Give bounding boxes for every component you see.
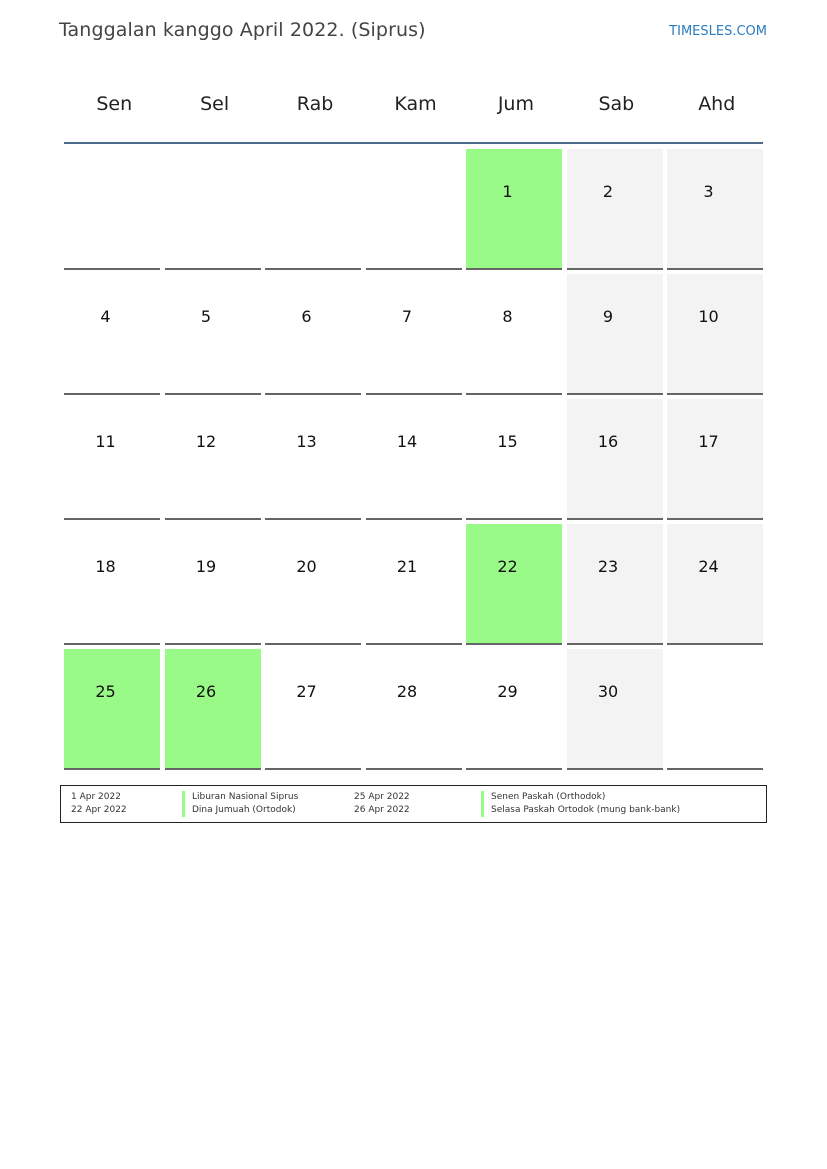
calendar-day-cell	[466, 399, 562, 520]
calendar-day-cell	[667, 399, 763, 520]
calendar-day-cell	[64, 399, 160, 520]
day-number: 2	[602, 182, 614, 201]
weekday-header: Jum	[497, 93, 534, 115]
calendar-empty-cell	[64, 149, 160, 270]
calendar-day-cell	[366, 274, 462, 395]
day-number: 26	[195, 682, 217, 701]
day-number: 13	[296, 432, 317, 451]
calendar-day-cell	[366, 524, 462, 645]
day-number: 27	[296, 682, 317, 701]
calendar-grid	[64, 149, 763, 774]
day-number: 15	[497, 432, 518, 451]
day-number: 30	[597, 682, 619, 701]
calendar-day-cell	[567, 399, 663, 520]
day-number: 4	[100, 307, 111, 326]
day-number: 12	[195, 432, 217, 451]
legend-holiday-name: Selasa Paskah Ortodok (mung bank-bank)	[481, 804, 680, 817]
calendar-day-cell	[265, 274, 361, 395]
day-number: 29	[497, 682, 518, 701]
day-number: 20	[296, 557, 317, 576]
page-title: Tanggalan kanggo April 2022. (Siprus)	[59, 19, 426, 41]
weekday-header: Kam	[394, 93, 437, 115]
legend-holiday-name: Senen Paskah (Orthodok)	[481, 791, 605, 804]
weekday-header: Sen	[96, 93, 133, 115]
calendar-day-cell	[667, 274, 763, 395]
calendar-empty-cell	[265, 149, 361, 270]
calendar-day-cell	[466, 649, 562, 770]
legend-holiday-name: Dina Jumuah (Ortodok)	[182, 804, 296, 817]
calendar-week-row	[64, 274, 763, 399]
calendar-day-cell	[567, 524, 663, 645]
day-number: 21	[396, 557, 418, 576]
brand-link[interactable]: TIMESLES.COM	[669, 24, 767, 39]
day-number: 22	[497, 557, 518, 576]
day-number: 6	[301, 307, 312, 326]
day-number: 9	[602, 307, 614, 326]
calendar-day-cell	[64, 274, 160, 395]
day-number: 14	[396, 432, 418, 451]
day-number: 10	[698, 307, 719, 326]
calendar-week-row	[64, 649, 763, 774]
weekday-header: Rab	[296, 93, 334, 115]
calendar-day-cell	[667, 524, 763, 645]
calendar-day-cell	[265, 399, 361, 520]
calendar-empty-cell	[165, 149, 261, 270]
day-number: 23	[597, 557, 619, 576]
calendar-week-row	[64, 399, 763, 524]
weekday-header: Sel	[200, 93, 230, 115]
calendar-empty-cell	[667, 649, 763, 770]
calendar-day-cell	[64, 524, 160, 645]
holiday-legend	[60, 785, 767, 823]
day-number: 25	[95, 682, 116, 701]
legend-date: 25 Apr 2022	[354, 792, 410, 802]
calendar-day-cell	[165, 524, 261, 645]
calendar-day-cell	[466, 274, 562, 395]
calendar-week-row	[64, 524, 763, 649]
calendar-day-cell	[567, 649, 663, 770]
calendar-day-cell	[567, 149, 663, 270]
day-number: 18	[95, 557, 116, 576]
calendar-day-cell	[165, 274, 261, 395]
calendar-day-cell	[265, 524, 361, 645]
day-number: 3	[703, 182, 714, 201]
weekday-header: Ahd	[698, 93, 736, 115]
day-number: 24	[698, 557, 719, 576]
legend-date: 26 Apr 2022	[354, 805, 410, 815]
legend-holiday-name: Liburan Nasional Siprus	[182, 791, 298, 804]
calendar-day-cell	[366, 399, 462, 520]
day-number: 11	[95, 432, 116, 451]
legend-date: 22 Apr 2022	[71, 805, 127, 815]
day-number: 7	[401, 307, 413, 326]
calendar-day-cell	[667, 149, 763, 270]
calendar-day-cell	[165, 399, 261, 520]
header-divider	[64, 142, 763, 144]
calendar-day-cell	[466, 149, 562, 270]
calendar-day-cell	[64, 649, 160, 770]
day-number: 1	[502, 182, 513, 201]
day-number: 19	[195, 557, 217, 576]
calendar-day-cell	[165, 649, 261, 770]
weekday-header-row	[64, 78, 763, 130]
day-number: 17	[698, 432, 719, 451]
calendar-week-row	[64, 149, 763, 274]
day-number: 5	[200, 307, 212, 326]
calendar-empty-cell	[366, 149, 462, 270]
day-number: 16	[597, 432, 619, 451]
calendar-day-cell	[265, 649, 361, 770]
day-number: 28	[396, 682, 418, 701]
calendar-day-cell	[567, 274, 663, 395]
weekday-header: Sab	[598, 93, 635, 115]
calendar-day-cell	[466, 524, 562, 645]
calendar-day-cell	[366, 649, 462, 770]
day-number: 8	[502, 307, 513, 326]
legend-date: 1 Apr 2022	[71, 792, 121, 802]
